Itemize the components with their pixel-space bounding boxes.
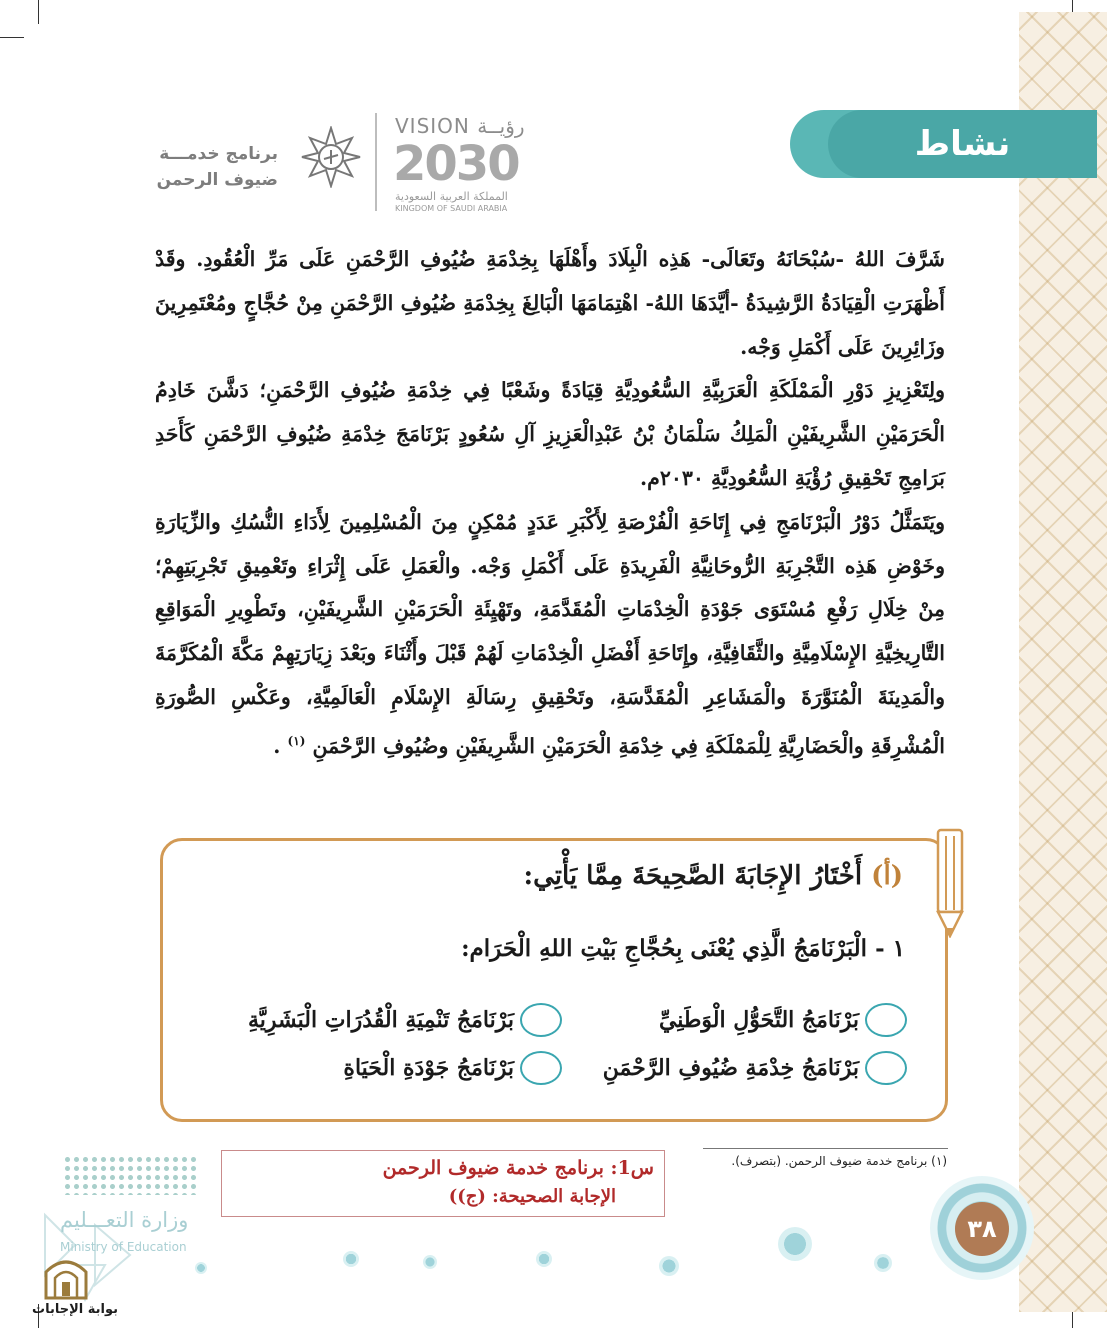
paragraph-3-end: . [273,733,288,758]
choice-4[interactable] [343,1051,562,1085]
program-name-line1: برنامج خدمـــة [159,144,278,164]
choice-radio-circle[interactable] [520,1003,562,1037]
choice-radio-circle[interactable] [865,1003,907,1037]
choice-1[interactable] [659,1003,907,1037]
side-decorative-pattern [1019,12,1107,1312]
decorative-ornament [423,1255,437,1269]
answer-line-2: الإجابة الصحيحة: (ج)) [448,1186,616,1207]
choice-label: بَرْنَامَجُ تَنْمِيَةِ الْقُدُرَاتِ الْبَشَرِيَّةِ [247,1007,514,1033]
decorative-ornament [343,1251,359,1267]
decorative-ornament [536,1251,552,1267]
choice-radio-circle[interactable] [520,1051,562,1085]
lesson-text [155,238,945,768]
decorative-ornament [778,1227,812,1261]
activity-label: نشاط [914,124,1011,164]
exercise-header [523,861,903,891]
vision-year: 2030 [393,136,519,192]
ministry-name-english: Ministry of Education [60,1240,187,1254]
answers-portal-logo-icon [40,1256,92,1300]
ministry-name-arabic: وزارة التعـــليم [60,1208,189,1232]
program-emblem-icon [300,126,362,188]
vision-country-arabic: المملكة العربية السعودية [395,190,508,203]
exercise-box [160,838,948,1122]
decorative-ornament [195,1262,207,1274]
answers-portal-name: بوابة الإجابات [32,1302,118,1317]
choice-label: بَرْنَامَجُ التَّحَوُّلِ الْوَطَنِيِّ [658,1007,859,1033]
vision-country-english: KINGDOM OF SAUDI ARABIA [395,204,508,213]
page-number: ٣٨ [955,1202,1009,1256]
logo-divider [375,113,377,211]
program-name-line2: ضيوف الرحمن [156,170,278,190]
paragraph-2: ولِتَعْزِيزِ دَوْرِ الْمَمْلَكَةِ الْعَرَبِيَّةِ السُّعُودِيَّةِ قِيَادَةً وشَعْبًا فِي خِدْمَةِ ضُيُوفِ الرَّحْمَنِ؛ دَشَّنَ خَادِمُ الْحَرَمَيْنِ الشَّرِيفَيْنِ الْمَلِكُ سَلْمَانُ بْنُ عَبْدِالْعَزِيزِ آلِ سُعُودٍ بَرْنَامَجَ خِدْمَةِ ضُيُوفِ الرَّحْمَنِ كَأَحَدِ بَرَامِجِ تَحْقِيقِ رُؤْيَةِ السُّعُودِيَّةِ ٢٠٣٠م. [155,378,945,490]
header-logos [150,108,570,218]
question-text: ١ - الْبَرْنَامَجُ الَّذِي يُعْنَى بِحُجَّاجِ بَيْتِ اللهِ الْحَرَام: [461,935,905,962]
answer-box [221,1150,665,1217]
answer-line-1: س1: برنامج خدمة ضيوف الرحمن [382,1157,654,1179]
choice-label: بَرْنَامَجُ جَوْدَةِ الْحَيَاةِ [343,1055,514,1081]
footnote: (١) برنامج خدمة ضيوف الرحمن. (بتصرف). [731,1154,947,1168]
decorative-ornament [874,1254,892,1272]
activity-tab [790,110,1097,178]
crop-mark [0,37,24,38]
paragraph-1: شَرَّفَ اللهُ -سُبْحَانَهُ وتَعَالَى- هَذِه الْبِلَادَ وأَهْلَهَا بِخِدْمَةِ ضُيُوفِ الرَّحْمَنِ عَلَى مَرِّ الْعُقُودِ. وقَدْ أَظْهَرَتِ الْقِيَادَةُ الرَّشِيدَةُ -أيَّدَهَا اللهُ- اهْتِمَامَهَا الْبَالِغَ بِخِدْمَةِ ضُيُوفِ الرَّحْمَنِ مِنْ حُجَّاجٍ ومُعْتَمِرِينَ وزَائِرِينَ عَلَى أَكْمَلِ وَجْه. [155,247,945,359]
choice-2[interactable] [248,1003,562,1037]
choice-3[interactable] [603,1051,907,1085]
decorative-ornament [659,1256,679,1276]
exercise-instruction: أَخْتَارُ الإِجَابَةَ الصَّحِيحَةَ مِمَّا يَأْتِي: [523,861,863,891]
footnote-mark: (١) [287,733,306,748]
ministry-logo-dots [63,1155,197,1195]
pencil-icon [933,826,967,938]
paragraph-3 [155,501,945,769]
paragraph-3-text: ويَتَمَثَّلُ دَوْرُ الْبَرْنَامَجِ فِي إِتَاحَةِ الْفُرْصَةِ لِأَكْبَرِ عَدَدٍ مُمْكِنٍ مِنَ الْمُسْلِمِينَ لِأَدَاءِ النُّسُكِ والزِّيَارَةِ وخَوْضِ هَذِه التَّجْرِبَةِ الرُّوحَانِيَّةِ الْفَرِيدَةِ عَلَى أَكْمَلِ وَجْه. والْعَمَلِ عَلَى إِثْرَاءِ وتَعْمِيقِ تَجْرِبَتِهِمْ؛ مِنْ خِلَالِ رَفْعِ مُسْتَوَى جَوْدَةِ الْخِدْمَاتِ الْمُقَدَّمَةِ، وتَهْيِئَةِ الْحَرَمَيْنِ الشَّرِيفَيْنِ، وتَطْوِيرِ الْمَوَاقِعِ التَّارِيخِيَّةِ الإِسْلَامِيَّةِ والثَّقَافِيَّةِ، وإِتَاحَةِ أَفْضَلِ الْخِدْمَاتِ لَهُمْ قَبْلَ وأَثْنَاءَ وبَعْدَ زِيَارَتِهِمْ مَكَّةَ الْمُكَرَّمَةَ والْمَدِينَةَ الْمُنَوَّرَةَ والْمَشَاعِرِ الْمُقَدَّسَةِ، وتَحْقِيقِ رِسَالَةِ الإِسْلَامِ الْعَالَمِيَّةِ، وعَكْسِ الصُّورَةِ الْمُشْرِقَةِ والْحَضَارِيَّةِ لِلْمَمْلَكَةِ فِي خِدْمَةِ الْحَرَمَيْنِ الشَّرِيفَيْنِ وضُيُوفِ الرَّحْمَنِ [155,509,945,758]
choice-label: بَرْنَامَجُ خِدْمَةِ ضُيُوفِ الرَّحْمَنِ [602,1055,859,1081]
vision-title: VISION رؤيــة [395,114,525,138]
exercise-letter: (أ) [871,861,903,891]
choice-radio-circle[interactable] [865,1051,907,1085]
crop-mark [38,0,39,24]
footnote-divider [703,1148,948,1149]
